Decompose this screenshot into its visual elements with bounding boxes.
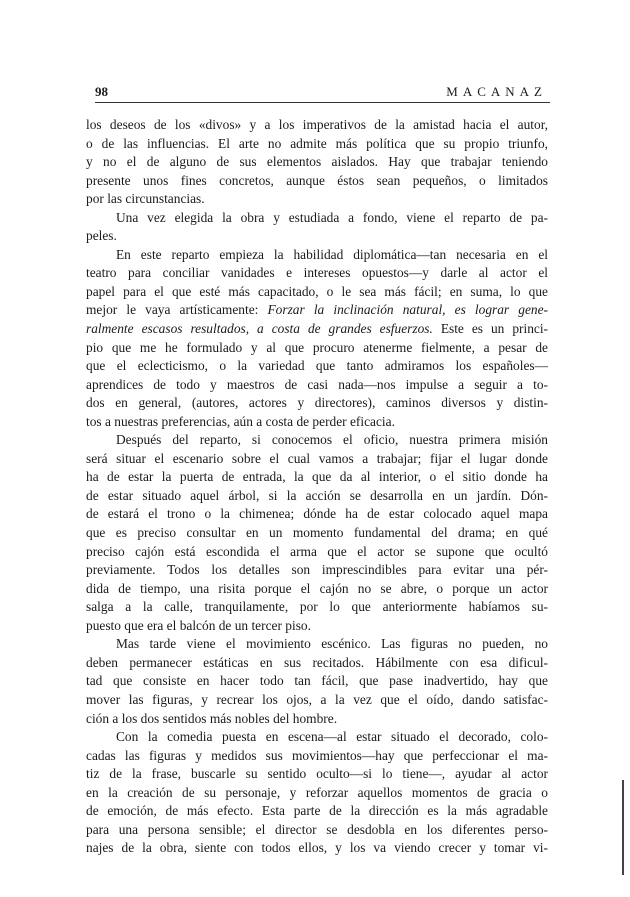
- text-line: y no el de alguno de sus elementos aislados. Hay que trabajar teniendo: [86, 154, 548, 170]
- text-line: previamente. Todos los detalles son imprescindibles para evitar una pér-: [86, 562, 548, 578]
- text-line: dida de tiempo, una risita porque el cajón no se abre, o porque un actor: [86, 580, 548, 596]
- text-line: de emoción, de más efecto. Esta parte de la dirección es la más agradable: [86, 803, 548, 819]
- text-line: los deseos de los «divos» y a los imperativos de la amistad hacia el autor,: [86, 117, 548, 132]
- text-line: puesto que era el balcón de un tercer piso.: [86, 617, 311, 633]
- text-line: o de las influencias. El arte no admite más política que su propio triunfo,: [86, 135, 548, 151]
- text-line: de estará el trono o la chimenea; dónde ha de estar colocado aquel mapa: [86, 506, 548, 522]
- text-line: salga a la calle, tranquilamente, por lo que anteriormente habíamos su-: [86, 599, 548, 615]
- text-line-plain: Este es un princi-: [432, 321, 548, 337]
- margin-mark: [622, 780, 624, 875]
- text-line: tiz de la frase, buscarle su sentido oculto—si lo tiene—, ayudar al actor: [86, 766, 548, 782]
- text-line: de estar situado aquel árbol, si la acción se desarrolla en un jardín. Dón-: [86, 487, 548, 503]
- text-line: tos a nuestras preferencias, aún a costa de perder eficacia.: [86, 413, 395, 429]
- text-line: pio que me he formulado y al que procuro atenerme fielmente, a pesar de: [86, 339, 548, 355]
- text-line: [86, 320, 548, 339]
- text-line: dos en general, (autores, actores y directores), caminos diversos y distin-: [86, 395, 548, 411]
- running-head: MACANAZ: [446, 84, 547, 99]
- page-header: [95, 84, 547, 102]
- page-number: 98: [95, 84, 108, 99]
- text-line: en la creación de su personaje, y reforzar aquellos momentos de gracia o: [86, 784, 548, 800]
- text-line: papel para el que esté más capacitado, o le sea más fácil; en suma, lo que: [86, 283, 548, 299]
- text-line-plain: mejor le vaya artísticamente:: [86, 302, 268, 318]
- text-line: tad que consiste en hacer todo tan fácil, que pase inadvertido, hay que: [86, 673, 548, 689]
- text-line: por las circunstancias.: [86, 191, 205, 207]
- text-line: cadas las figuras y medidos sus movimientos—hay que perfeccionar el ma-: [86, 747, 548, 763]
- text-line: deben permanecer estáticas en sus recitados. Hábilmente con esa dificul-: [86, 654, 548, 670]
- text-line: ción a los dos sentidos más nobles del hombre.: [86, 710, 338, 726]
- text-line: mover las figuras, y recrear los ojos, a la vez que el oído, dando satisfac-: [86, 691, 548, 707]
- text-line: presente unos fines concretos, aunque éstos sean pequeños, o limitados: [86, 172, 548, 188]
- text-line: Con la comedia puesta en escena—al estar situado el decorado, colo-: [116, 729, 548, 745]
- text-line: teatro para conciliar vanidades e intereses opuestos—y darle al actor el: [86, 265, 548, 281]
- text-line: que es preciso consultar en un momento fundamental del drama; en qué: [86, 525, 548, 541]
- text-line: Una vez elegida la obra y estudiada a fondo, viene el reparto de pa-: [116, 209, 548, 225]
- text-line: ha de estar la puerta de entrada, la que da al interior, o el sitio donde ha: [86, 469, 548, 485]
- text-line-italic: Forzar la inclinación natural, es lograr gene-: [267, 302, 548, 318]
- text-line: Mas tarde viene el movimiento escénico. Las figuras no pueden, no: [116, 636, 548, 652]
- text-line: para una persona sensible; el director se desdobla en los diferentes perso-: [86, 821, 548, 837]
- body-text: [86, 116, 548, 858]
- text-line-italic: ralmente escasos resultados, a costa de grandes esfuerzos.: [86, 321, 433, 337]
- text-line: Después del reparto, si conocemos el oficio, nuestra primera misión: [116, 432, 548, 448]
- text-line: En este reparto empieza la habilidad diplomática—tan necesaria en el: [116, 246, 548, 262]
- text-line: que el eclecticismo, o la variedad que tanto admiramos los españoles—: [86, 358, 548, 374]
- text-line: najes de la obra, siente con todos ellos, y los va viendo crecer y tomar vi-: [86, 840, 548, 856]
- text-line: preciso cajón está escondida el arma que el actor se supone que ocultó: [86, 543, 548, 559]
- text-line: aprendices de todo y maestros de casi nada—nos impulse a seguir a to-: [86, 376, 548, 392]
- text-line: [86, 301, 548, 320]
- header-rule: [95, 102, 550, 103]
- text-line: será situar el escenario sobre el cual vamos a trabajar; fijar el lugar donde: [86, 450, 548, 466]
- text-line: peles.: [86, 228, 117, 244]
